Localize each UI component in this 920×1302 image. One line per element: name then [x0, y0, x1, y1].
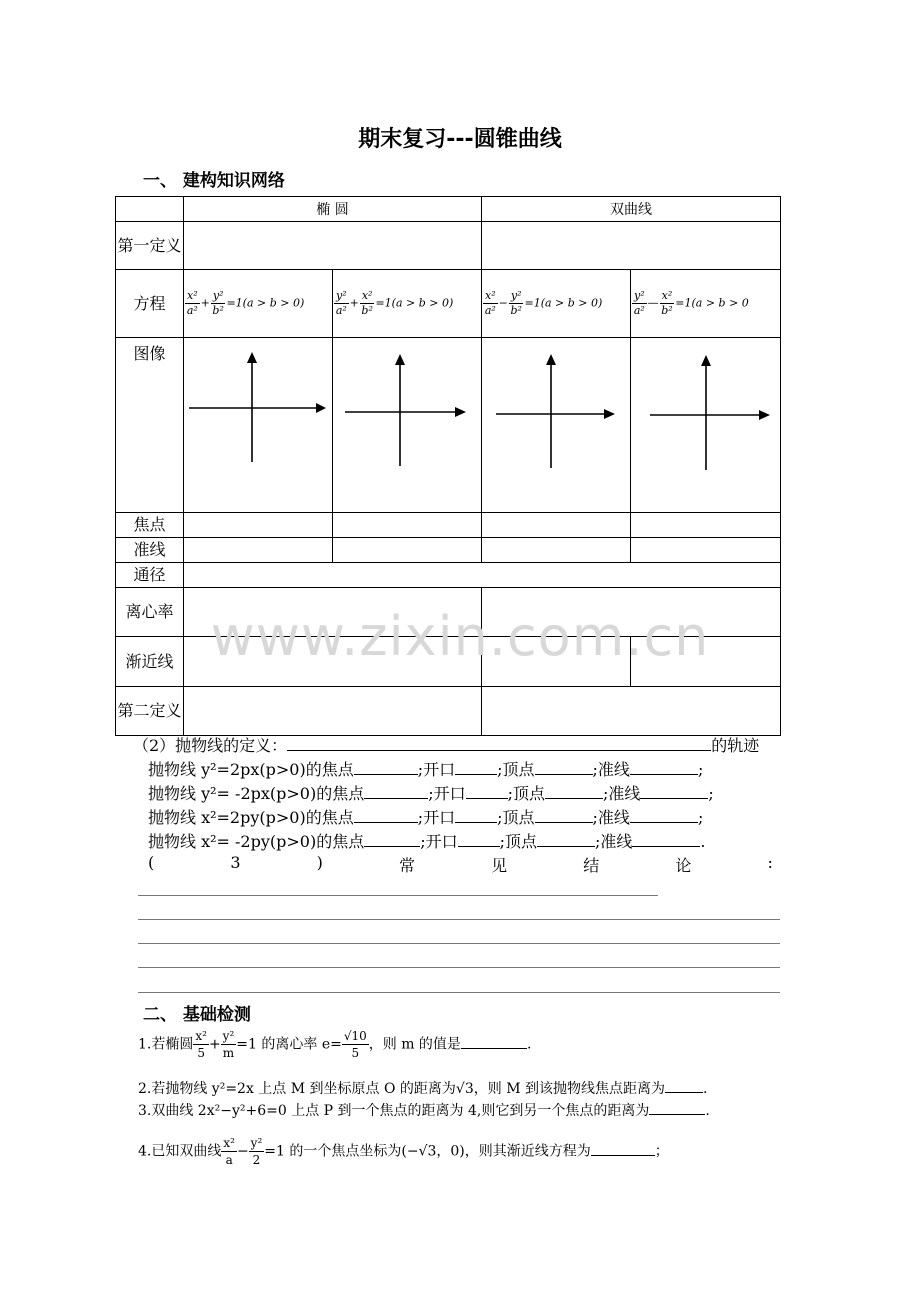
- row-label-def2: 第二定义: [116, 687, 184, 736]
- equation-cell: $\frac{\text{x²}}{\text{a²}}$ + $\frac{\text{y²}}{\text{b²}}$ =1(a > b > 0): [184, 270, 333, 338]
- header-ellipse: 椭 圆: [184, 197, 482, 222]
- answer-line: [138, 919, 780, 920]
- axes-graph: [631, 338, 781, 513]
- answer-line: [138, 895, 658, 896]
- page-title: 期末复习---圆锥曲线: [358, 127, 562, 152]
- answer-line: [138, 943, 780, 944]
- parabola-line: 抛物线 y²= -2px(p>0)的焦点 ;开口 ;顶点 ;准线 ;: [148, 784, 714, 803]
- parabola-definition: （2）抛物线的定义： 的轨迹: [133, 736, 760, 755]
- row-label-focus: 焦点: [116, 513, 184, 538]
- row-label-latus: 通径: [116, 563, 184, 588]
- section-heading-2: 二、 基础检测: [143, 1005, 251, 1025]
- row-label-ecc: 离心率: [116, 588, 184, 637]
- equation-cell: $\frac{\text{y²}}{\text{a²}}$ — $\frac{\text{x²}}{\text{b²}}$ =1(a > b > 0: [631, 270, 781, 338]
- parabola-line: 抛物线 x²= -2py(p>0)的焦点 ;开口 ;顶点 ;准线 .: [148, 832, 706, 851]
- equation-cell: $\frac{\text{y²}}{\text{a²}}$ + $\frac{\text{x²}}{\text{b²}}$ =1(a > b > 0): [333, 270, 482, 338]
- question-4: 4.已知双曲线 $\frac{\text{x²}}{a}$ − $\frac{\text{y²}}{2}$ =1 的一个焦点坐标为(−√3，0)，则其渐近线方程为 ；: [138, 1136, 669, 1167]
- question-2: 2.若抛物线 y²=2x 上点 M 到坐标原点 O 的距离为√3，则 M 到该抛物线焦点距离为 .: [138, 1081, 708, 1097]
- axes-graph: [482, 338, 631, 513]
- axes-icon: [184, 338, 333, 508]
- axes-icon: [333, 338, 482, 508]
- parabola-line: 抛物线 x²=2py(p>0)的焦点 ;开口 ;顶点 ;准线 ;: [148, 808, 704, 827]
- question-1: 1.若椭圆 $\frac{\text{x²}}{5}$ + $\frac{\text{y²}}{m}$ =1 的离心率 e= $\frac{√10}{5}$ ，则 m 的值是 .: [138, 1029, 532, 1060]
- row-label-def1: 第一定义: [116, 222, 184, 270]
- row-label-graph: 图像: [116, 338, 184, 513]
- question-3: 3.双曲线 2x²−y²+6=0 上点 P 到一个焦点的距离为 4,则它到另一个焦点的距离为 .: [138, 1103, 710, 1119]
- row-label-equation: 方程: [116, 270, 184, 338]
- row-label-directrix: 准线: [116, 538, 184, 563]
- answer-line: [138, 967, 780, 968]
- conclusion-heading: ( 3 ) 常 见 结 论 :: [148, 853, 773, 875]
- equation-cell: $\frac{\text{x²}}{\text{a²}}$ − $\frac{\text{y²}}{\text{b²}}$ =1(a > b > 0): [482, 270, 631, 338]
- section-heading-1: 一、 建构知识网络: [143, 171, 285, 191]
- answer-line: [138, 992, 780, 993]
- axes-graph: [333, 338, 482, 513]
- axes-icon: [482, 338, 631, 508]
- axes-graph: [184, 338, 333, 513]
- parabola-line: 抛物线 y²=2px(p>0)的焦点 ;开口 ;顶点 ;准线 ;: [148, 760, 704, 779]
- axes-icon: [631, 338, 781, 508]
- watermark: www.zixin.com.cn: [210, 605, 710, 668]
- header-hyperbola: 双曲线: [482, 197, 781, 222]
- row-label-asym: 渐近线: [116, 637, 184, 687]
